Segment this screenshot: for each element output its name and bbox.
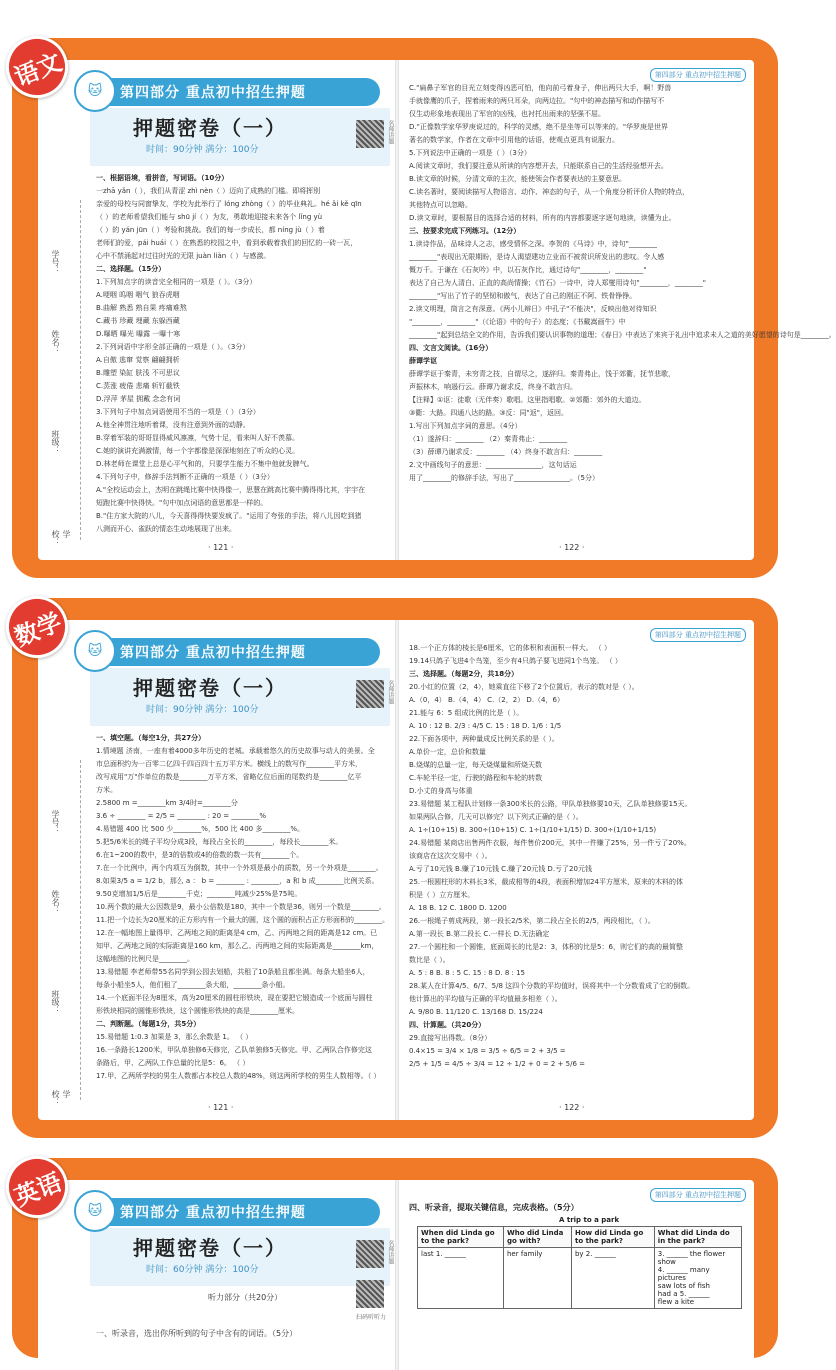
table-header: What did Linda do in the park?: [654, 1227, 741, 1248]
text-line: 形铁块相同的圆锥形铁块，这个圆锥形铁块的高是________厘米。: [96, 1007, 299, 1015]
section-header: 第四部分 重点初中招生押题: [90, 1198, 380, 1226]
text-line: "________，________"（《论语》中的句子）的态度；《书戴嵩画牛》中: [409, 318, 626, 326]
text-line: 心中不禁涌起对过往时光的无限 juàn liàn（ ）与感激。: [96, 252, 271, 260]
text-line: 一、填空题。（每空1分，共27分）: [96, 734, 206, 742]
math-right-page: [399, 620, 754, 1120]
text-line: 29.直接写出得数。（8分）: [409, 1034, 492, 1042]
subject-badge-chinese: 语文: [0, 27, 77, 108]
text-line: （ ）的老师希望我们能与 shū jí（ ）为友，勇敢地迎接未来各个 lǐng yù: [96, 213, 323, 221]
text-line: 薛谭学讴于秦青，未穷青之技，自谓尽之，遂辞归。秦青弗止，饯于郊衢，抚节悲歌，: [409, 370, 675, 378]
table-row: [418, 1248, 742, 1309]
text-line: 1.读诗作品，品味诗人之志，感受情怀之深。李贺的《马诗》中，诗句"________: [409, 240, 657, 248]
text-line: 他计算出的平均值与正确的平均值最多相差（ ）。: [409, 995, 562, 1003]
chinese-right-content: [409, 82, 836, 485]
math-book-spread: [38, 620, 754, 1120]
text-line: 三、选择题。（每题2分，共18分）: [409, 670, 519, 678]
qr-code-icon[interactable]: [356, 120, 384, 148]
qr-code-icon[interactable]: [356, 1240, 384, 1268]
text-line: 19.14只鸽子飞进4个鸟笼，至少有4只鸽子要飞进同1个鸟笼。 （ ）: [409, 657, 622, 665]
text-line: 5.下列说法中正确的一项是（ ）（3分）: [409, 149, 531, 157]
listening-qr-label: 扫码听听力: [356, 1314, 387, 1321]
text-line: 16.一条路长1200米，甲队单独修6天修完，乙队单独修5天修完。甲、乙两队合作修完这: [96, 1046, 372, 1054]
text-line: 3.下列句子中加点词语使用不当的一项是（ ）（3分）: [96, 408, 260, 416]
text-line: 24.易错题 某商店出售两件衣服，每件售价200元，其中一件赚了25%，另一件亏了20%。: [409, 839, 691, 847]
text-line: A. 18 B. 12 C. 1800 D. 1200: [409, 904, 507, 912]
text-line: A.第一段长 B.第二段长 C.一样长 D.无法确定: [409, 930, 550, 938]
text-line: D."正像数学家华罗庚说过的，科学的灵感，绝不是坐等可以等来的。"华罗庚是世界: [409, 123, 669, 131]
text-line: 市总面积约为一百零二亿四千四百四十五万平方米。横线上的数写作________平方米，: [96, 760, 362, 768]
text-line: 2.读文明理，筒言之有深意。《两小儿辩日》中孔子"不能决"，反映出他对待知识: [409, 305, 657, 313]
text-line: 1.写出下列加点字词的意思。（4分）: [409, 422, 522, 430]
cut-line: [80, 200, 81, 540]
text-line: 25.一根圆柱形的木料长3米，截成相等的4段，表面积增加24平方厘米，原来的木料的体: [409, 878, 683, 886]
math-panel: [12, 598, 778, 1138]
text-line: 四、文言文阅读。（16分）: [409, 344, 493, 352]
text-line: A.他全神贯注地听着课，没有注意到外面的动静。: [96, 421, 250, 429]
text-line: 这幅地图的比例尺是________。: [96, 955, 194, 963]
text-line: 8.如果3/5 a = 1/2 b，那么 a ： b = ________ : ________，a 和 b 成________比例关系。: [96, 877, 379, 885]
text-line: 28.某人在计算4/5、6/7、5/8 这四个分数的平均值时，误将其中一个分数看成了它的倒数。: [409, 982, 695, 990]
listening-qr-code-icon[interactable]: [356, 1280, 384, 1308]
text-line: 9.50克增加1/5后是________千克；________吨减少25%是75吨。: [96, 890, 302, 898]
table-cell[interactable]: last 1. ______: [418, 1248, 504, 1309]
page-number: · 122 ·: [559, 1103, 585, 1112]
text-line: 2.5800 m =________km 3/4时=________分: [96, 799, 238, 807]
student-info-fields: [44, 760, 88, 1106]
text-line: 短跑比赛中快得快。"句中加点词语的意思都是一样的。: [96, 499, 268, 507]
text-line: （3）薛谭乃谢求反：________ （4）终身不敢言归：________: [409, 448, 603, 456]
chinese-right-page: [399, 60, 836, 560]
text-line: 表达了自己为人清白、正直的高尚情操；《竹石》一诗中，诗人郑燮用诗句"________，________": [409, 279, 706, 287]
page-number: · 121 ·: [208, 1103, 234, 1112]
section-header: 第四部分 重点初中招生押题: [90, 78, 380, 106]
text-line: 4.下列句子中，修辞手法判断不正确的一项是（ ）（3分）: [96, 473, 274, 481]
page-number: · 121 ·: [208, 543, 234, 552]
text-line: 1.情境题 济南，一座有着4000多年历史的老城。承载着悠久的历史故事与动人的美景。全: [96, 747, 375, 755]
text-line: 知甲、乙两地之间的实际距离是160 km，那么乙、丙两地之间的实际距离是________km，: [96, 942, 379, 950]
cut-line: [80, 760, 81, 1100]
school-label: 学校：: [51, 530, 71, 546]
text-line: B.穿着军装的哥哥显得威风凛凛，气势十足，看来叫人好不羡慕。: [96, 434, 300, 442]
table-caption: A trip to a park: [559, 1216, 620, 1224]
text-line: 该商店在这次交易中（ ）。: [409, 852, 492, 860]
text-line: 方米。: [96, 786, 117, 794]
listening-title: 听力部分（共20分）: [208, 1293, 283, 1302]
text-line: 23.易错题 某工程队计划修一条300米长的公路，甲队单独修要10天，乙队单独修要15天。: [409, 800, 692, 808]
corner-tag: 第四部分 重点初中招生押题: [650, 68, 746, 82]
exam-meta: 时间：90分钟 满分：100分: [146, 145, 259, 155]
table-header: Who did Linda go with?: [504, 1227, 572, 1248]
text-line: 仅生动形象地表现出了军官的凶残，也衬托出雨来的坚强不屈。: [409, 110, 605, 118]
subject-badge-math: 数学: [0, 587, 77, 668]
text-line: 每条小船坐5人，他们租了________条大船，________条小船。: [96, 981, 290, 989]
school-label: 学校：: [51, 1090, 71, 1106]
corner-tag: 第四部分 重点初中招生押题: [650, 628, 746, 642]
english-question-1: 一、听录音，选出你所听到的句子中含有的词语。（5分）: [96, 1329, 298, 1338]
cat-mascot-icon: 🐱: [74, 70, 116, 112]
text-line: 声振林木，响遏行云。薛谭乃谢求反，终身不敢言归。: [409, 383, 577, 391]
qr-label: 名师讲题: [387, 1240, 394, 1264]
text-line: D.林老师在课堂上总是心平气和的，只要学生能力不集中他就发脾气。: [96, 460, 314, 468]
name-label: 姓名：: [51, 890, 60, 914]
text-line: 26.一根绳子剪成两段，第一段长2/5米，第二段占全长的2/5，两段相比，（ ）。: [409, 917, 655, 925]
text-line: 著名的数学家，作者在文章中引用他的话语，使观点更具有说服力。: [409, 136, 619, 144]
student-id-label: 学号：: [51, 250, 60, 274]
text-line: 15.易错题 1:0.3 加果是 3，那么余数是 1。 （ ）: [96, 1033, 253, 1041]
text-line: 11.把一个边长为20厘米的正方形内有一个最大的圆，这个圆的面积占正方形面积的________。: [96, 916, 390, 924]
text-line: 亲爱的母校与同窗挚友，学校为此举行了 lóng zhòng（ ）的毕业典礼。hé ǎi kě qīn: [96, 200, 362, 208]
text-line: 12.在一幅地图上量得甲、乙两地之间的距离是4 cm，乙、丙两地之间的距离是12 cm。已: [96, 929, 378, 937]
text-line: A. 5 : 8 B. 8 : 5 C. 15 : 8 D. 8 : 15: [409, 969, 525, 977]
text-line: 27.一个圆柱和一个圆锥，底面周长的比是2：3，体积的比是5：6，则它们的高的最简整: [409, 943, 683, 951]
text-line: A.亏了10元钱 B.赚了10元钱 C.赚了20元钱 D.亏了20元钱: [409, 865, 592, 873]
text-line: 用了________的修辞手法，写出了________________。（5分）: [409, 474, 599, 482]
text-line: 4.易错题 400 比 500 少________%，500 比 400 多________%。: [96, 825, 305, 833]
text-line: A.阅读文章时，我们要注意从所读的内容想开去，只能联系自己的生活经验想开去。: [409, 162, 668, 170]
text-line: 四、计算题。（共20分）: [409, 1021, 486, 1029]
text-line: 【注释】①讴：徒歌（无伴奏）歌唱。这里指唱歌。②郊衢：郊外的大道边。: [409, 396, 646, 404]
math-left-content: [96, 732, 390, 1083]
text-line: C.车轮半径一定，行驶的路程和车轮的转数: [409, 774, 543, 782]
text-line: 其他特点可以忽略。: [409, 201, 472, 209]
text-line: 6.在1~200的数中，是3的倍数或4的倍数的数一共有________个。: [96, 851, 304, 859]
text-line: A.哽咽 呜咽 咽气 狼吞虎咽: [96, 291, 180, 299]
text-line: A."全校运动会上，杰明在跳绳比赛中快得像一，思慧在跳高比赛中腾得得比其，宇宇在: [96, 486, 366, 494]
text-line: 2/5 + 1/5 = 4/5 ÷ 3/4 = 12 ÷ 1/2 + 0 = 2 + 5/6 =: [409, 1060, 586, 1068]
student-info-fields: [44, 200, 88, 546]
text-line: 薛谭学讴: [409, 357, 437, 365]
text-line: 老师们的爱，pái huái（ ）在熟悉的校园之中，看到承载着我们的回忆的一砖一瓦，: [96, 239, 358, 247]
text-line: B.雕塑 染缸 肤浅 不可思议: [96, 369, 180, 377]
text-line: ________"起到总结全文的作用，告诉我们要认识事物的道理；《春日》中表达了来宾于礼出中追求未人之道的美好愿望的诗句是________。: [409, 331, 836, 339]
chinese-book-spread: [38, 60, 836, 560]
text-line: ________"表现出无限期盼，是诗人渴望建功立业而不被赏识所发出的悲叹。令人感: [409, 253, 665, 261]
text-line: 积是（ ）立方厘米。: [409, 891, 475, 899]
text-line: D.曝晒 曝光 曝露 一曝十寒: [96, 330, 181, 338]
qr-label: 名师讲题: [387, 120, 394, 144]
class-label: 班级：: [51, 990, 60, 1014]
text-line: B."住方家大院的八儿，今天喜得得快要发疯了。"运用了夸张的手法，将八儿因吃到猪: [96, 512, 362, 520]
text-line: C.蒸涨 疲倦 悲痛 斩钉截铁: [96, 382, 180, 390]
cat-mascot-icon: 🐱: [74, 1190, 116, 1232]
text-line: 14.一个底面半径为8厘米，高为20厘米的圆柱形铁块，现在要把它锻造成一个底面与圆柱: [96, 994, 373, 1002]
english-question-4: 四、听录音，提取关键信息，完成表格。（5分）: [409, 1203, 579, 1212]
text-line: 一、根据语境，看拼音，写词语。（10分）: [96, 174, 229, 182]
text-line: ________"写出了竹子的坚韧和傲气，表达了自己的刚正不阿、铁骨铮铮。: [409, 292, 637, 300]
qr-code-icon[interactable]: [356, 680, 384, 708]
text-line: A. 9/80 B. 11/120 C. 13/168 D. 15/224: [409, 1008, 543, 1016]
text-line: 条路后，甲、乙两队工作总量的比是5：6。 （ ）: [96, 1059, 250, 1067]
text-line: D.浮萍 茅屋 拥戴 念念有词: [96, 395, 181, 403]
math-left-page: [38, 620, 395, 1120]
text-line: 17.甲、乙两所学校的男生人数都占本校总人数的48%，则这两所学校的男生人数相等。（ ）: [96, 1072, 381, 1080]
text-line: C.读名著时，要阅读描写人物语言、动作、神态的句子，从一个角度分析评价人物的特点，: [409, 188, 690, 196]
english-panel: [12, 1158, 778, 1358]
text-line: （1）遂辞归：________ （2）秦青弗止：________: [409, 435, 568, 443]
table-cell: her family: [504, 1248, 572, 1309]
text-line: 2.文中画线句子的意思：________________，这句话运: [409, 461, 577, 469]
text-line: C.藏书 珍藏 埋藏 东躲西藏: [96, 317, 180, 325]
text-line: D.小丈的身高与体重: [409, 787, 473, 795]
table-cell[interactable]: by 2. ______: [571, 1248, 654, 1309]
exam-title: 押题密卷（一）: [133, 676, 287, 700]
text-line: ③衢：大路。四通八达的路。③反：同"返"，返回。: [409, 409, 568, 417]
text-line: 数比是（ ）。: [409, 956, 450, 964]
text-line: A.自傲 逃窜 觉察 翩翩拥析: [96, 356, 180, 364]
table-header: How did Linda go to the park?: [571, 1227, 654, 1248]
text-line: 7.在一个比例中，两个内项互为倒数，其中一个外项是最小的质数，另一个外项是________。: [96, 864, 383, 872]
table-header-row: [418, 1227, 742, 1248]
english-book-spread: [38, 1180, 754, 1370]
name-label: 姓名：: [51, 330, 60, 354]
text-line: 10.两个数的最大公因数是9，最小公倍数是180，其中一个数是36，则另一个数是________。: [96, 903, 386, 911]
corner-tag: 第四部分 重点初中招生押题: [650, 1188, 746, 1202]
text-line: A. 10 : 12 B. 2/3 : 4/5 C. 15 : 18 D. 1/6 : 1/5: [409, 722, 562, 730]
text-line: 21.能与 6：5 组成比例的比是（ ）。: [409, 709, 524, 717]
text-line: 0.4×15 = 3/4 × 1/8 = 3/5 ÷ 6/5 = 2 + 3/5 =: [409, 1047, 566, 1055]
page-number: · 122 ·: [559, 543, 585, 552]
text-line: 如果两队合修，几天可以修完？以下列式正确的是（ ）。: [409, 813, 583, 821]
text-line: 八测而开心、雀跃的情态生动地展现了出来。: [96, 525, 236, 533]
text-line: 二、判断题。（每题1分，共5分）: [96, 1020, 201, 1028]
text-line: 20.小红的位置（2，4），她乘直往下移了2个位置后，表示的数对是（ ）。: [409, 683, 639, 691]
exam-title: 押题密卷（一）: [133, 1236, 287, 1260]
english-left-page: [38, 1180, 395, 1370]
english-right-page: [399, 1180, 754, 1370]
text-line: C.她的演讲充满激情，每一个字都像是深深地刻在了听众的心灵。: [96, 447, 300, 455]
chinese-panel: [10, 38, 836, 578]
section-header: 第四部分 重点初中招生押题: [90, 638, 380, 666]
text-line: B.曲解 熟悉 熟自果 疼痛难熬: [96, 304, 187, 312]
text-line: 1.下列加点字的读音完全相同的一项是（ ）。（3分）: [96, 278, 257, 286]
qr-label: 名师讲题: [387, 680, 394, 704]
subject-badge-english: 英语: [0, 1147, 77, 1228]
text-line: 一zhā yǎn（ ），我们从青涩 zhì nèn（ ）迈向了成熟的门槛。即将挥别: [96, 187, 321, 195]
table-cell[interactable]: 3. ______ the flower show 4. ______ many pictures saw lots of fish had a 5. ______ flew a kite: [654, 1248, 741, 1309]
text-line: A.（0，4） B.（4，4） C.（2，2） D.（4，6）: [409, 696, 564, 704]
class-label: 班级：: [51, 430, 60, 454]
exam-meta: 时间：60分钟 满分：100分: [146, 1265, 259, 1275]
text-line: 三、按要求完成下列练习。（12分）: [409, 227, 521, 235]
text-line: A.单价一定，总价和数量: [409, 748, 486, 756]
text-line: B.读文章的时候，分清文章的主次，能使领会作者要表达的主要意思。: [409, 175, 627, 183]
text-line: 2.下列词语中字形全部正确的一项是（ ）。（3分）: [96, 343, 250, 351]
text-line: 3.6 ÷ ________ = 2/5 = ________ : 20 = ________%: [96, 812, 267, 820]
table-header: When did Linda go to the park?: [418, 1227, 504, 1248]
exam-meta: 时间：90分钟 满分：100分: [146, 705, 259, 715]
text-line: 手就像鹰的爪子，捏着雨来的两只耳朵，向两边拉。"句中的神态描写和动作描写不: [409, 97, 665, 105]
text-line: D.读文章时，要根据目的选择合适的材料，所有的内容都要逐字逐句地读，读懂为止。: [409, 214, 676, 222]
text-line: 改写成用"万"作单位的数是________万平方米，省略亿位后面的尾数约是________亿平: [96, 773, 362, 781]
text-line: 5.把5/6米长的绳子平均分成3段，每段占全长的________，每段长________米。: [96, 838, 343, 846]
math-right-content: [409, 642, 744, 1071]
text-line: 二、选择题。（15分）: [96, 265, 166, 273]
exam-title: 押题密卷（一）: [133, 116, 287, 140]
text-line: 18.一个正方体的棱长是6厘米，它的体积和表面积一样大。 （ ）: [409, 644, 612, 652]
park-trip-table: [417, 1226, 742, 1309]
text-line: 13.易错题 李老师带55名同学到公园去划船，共租了10条船且都坐满。每条大船坐6人，: [96, 968, 370, 976]
text-line: 22.下面各项中，两种量成反比例关系的是（ ）。: [409, 735, 559, 743]
text-line: A. 1÷(10+15) B. 300÷(10+15) C. 1÷(1/10+1/15) D. 300÷(1/10+1/15): [409, 826, 657, 834]
cat-mascot-icon: 🐱: [74, 630, 116, 672]
text-line: 慨万千。于谦在《石灰吟》中，以石灰作比，通过诗句"________，________": [409, 266, 647, 274]
text-line: C."扁鼻子军官的目光立刻变得凶恶可怕，他向前弓着身子，伸出两只大手，啊！野兽: [409, 84, 672, 92]
chinese-left-page: [38, 60, 395, 560]
chinese-left-content: [96, 172, 386, 536]
text-line: B.烧煤的总量一定，每天烧煤量和所烧天数: [409, 761, 543, 769]
student-id-label: 学号：: [51, 810, 60, 834]
text-line: （ ）的 yán jūn（ ）考验和挑战。我们的每一步成长，都 níng jù（ ）着: [96, 226, 325, 234]
